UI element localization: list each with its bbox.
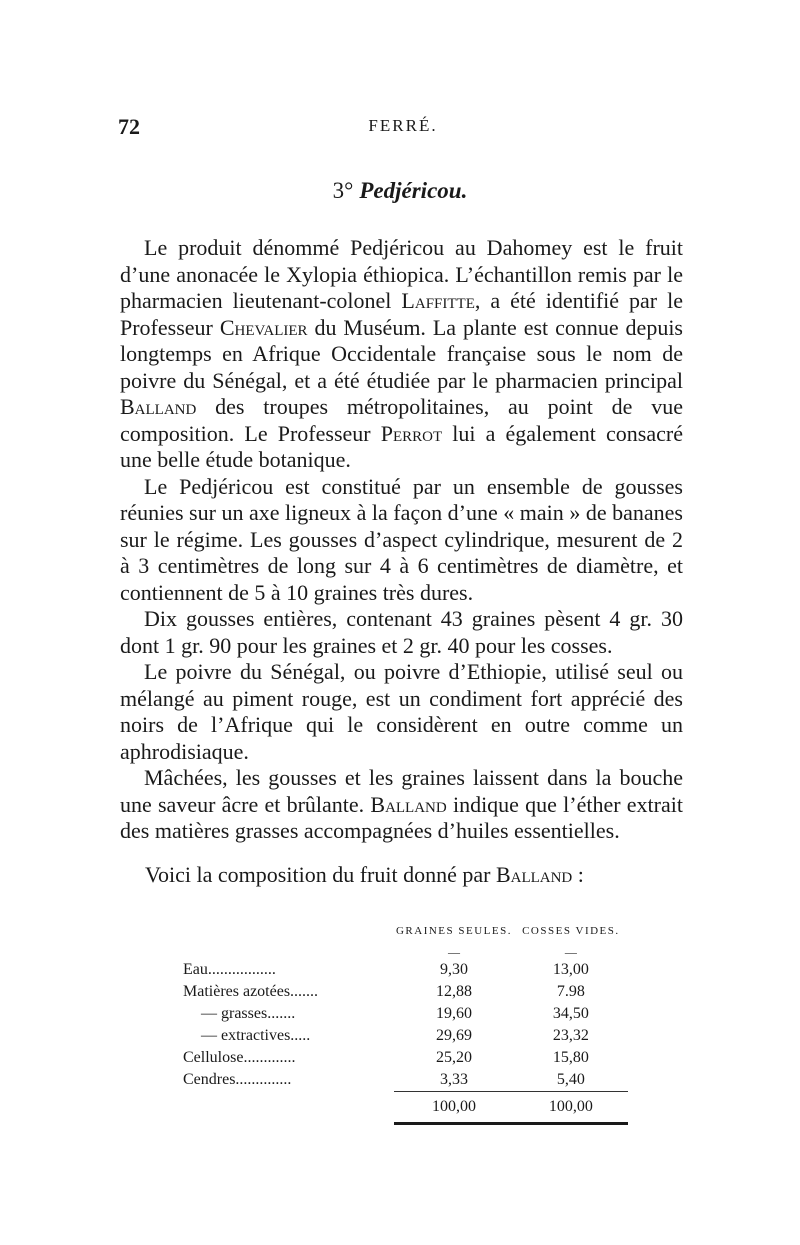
text-run: Le poivre du Sénégal, ou poivre d’Ethiopie, utilisé seul ou mélangé au piment rouge, est un condiment fort apprécié des noirs de l’Afrique qui le considèrent en outre comme un aphrodisiaque. xyxy=(120,659,683,764)
composition-table xyxy=(183,925,628,1131)
author-name: Chevalier xyxy=(219,314,308,340)
text-run: indique que l’éther extrait des matières grasses accompagnées d’huiles essentielles. xyxy=(120,791,683,843)
text-run: du Muséum. La plante est connue depuis longtemps en Afrique Occidentale française sous le nom de poivre du Sénégal, et a été étudiée par le pharmacien principal xyxy=(120,314,683,393)
header-dash: — xyxy=(564,945,577,959)
graines-value: 19,60 xyxy=(435,1005,472,1022)
row-label: Matières azotées....... xyxy=(183,983,319,1000)
total-row xyxy=(183,1092,628,1124)
paragraph xyxy=(120,474,683,607)
cosses-value: 13,00 xyxy=(552,961,589,978)
author-name: Balland xyxy=(120,394,197,419)
total-graines: 100,00 xyxy=(394,1092,514,1124)
table-row xyxy=(183,1003,628,1025)
table-row xyxy=(183,1069,628,1092)
double-rule-row xyxy=(183,1124,628,1132)
table-row xyxy=(183,981,628,1003)
running-head: FERRÉ. xyxy=(368,116,438,135)
header-dash: — xyxy=(447,945,460,959)
page-number: 72 xyxy=(118,114,140,139)
row-label: — extractives..... xyxy=(201,1027,311,1044)
total-cosses: 100,00 xyxy=(514,1092,628,1124)
table-intro xyxy=(145,862,584,888)
cosses-value: 23,32 xyxy=(552,1027,589,1044)
table-row xyxy=(183,1047,628,1069)
col-header-cosses: COSSES VIDES. xyxy=(522,925,620,937)
section-title xyxy=(0,178,800,204)
body-text xyxy=(120,235,683,845)
author-name: Laffitte xyxy=(401,288,475,313)
table-header-row xyxy=(183,925,628,945)
text-run: Le Pedjéricou est constitué par un ensemble de gousses réunies sur un axe ligneux à la façon d’une « main » de bananes sur le régime. Les gousses d’aspect cylindrique, mesurent de 2 à 3 centimètres de long sur 4 à 6 centimètres de diamètre, et contiennent de 5 à 10 graines très dures. xyxy=(120,473,683,605)
header-dash-row xyxy=(183,945,628,959)
text-run: Dix gousses entières, contenant 43 graines pèsent 4 gr. 30 dont 1 gr. 90 pour les graines et 2 gr. 40 pour les cosses. xyxy=(120,606,683,658)
paragraph xyxy=(120,235,683,474)
paragraph xyxy=(120,659,683,765)
row-label: Cendres.............. xyxy=(183,1071,292,1089)
text-run: lui a également consacré une belle étude botanique. xyxy=(120,420,683,472)
cosses-value: 15,80 xyxy=(552,1049,589,1066)
row-label: Cellulose............. xyxy=(183,1049,296,1066)
graines-value: 12,88 xyxy=(435,983,472,1000)
author-name: Balland xyxy=(370,791,447,817)
row-label: — grasses....... xyxy=(201,1005,296,1022)
graines-value: 25,20 xyxy=(435,1049,472,1066)
graines-value: 9,30 xyxy=(439,961,468,978)
cosses-value: 7.98 xyxy=(556,983,585,1000)
label-header xyxy=(183,925,394,945)
cosses-value: 34,50 xyxy=(552,1005,589,1022)
text-run: Mâchées, les gousses et les graines laissent dans la bouche une saveur âcre et brûlante. xyxy=(120,765,683,817)
intro-colon: : xyxy=(572,862,584,887)
row-label: Eau................. xyxy=(183,961,276,978)
double-rule xyxy=(394,1124,514,1132)
cosses-value: 5,40 xyxy=(556,1071,585,1088)
author-name: Perrot xyxy=(380,420,443,446)
section-name: Pedjéricou. xyxy=(359,178,468,203)
text-run: Le produit dénommé Pedjéricou au Dahomey est le fruit d’une anonacée le Xylopia éthiopica. L’échantillon remis par le pharmacien lieutenant-colonel xyxy=(120,235,683,313)
page-header xyxy=(118,114,688,148)
col-header-graines: GRAINES SEULES. xyxy=(395,925,512,937)
text-run: , a été identifié par le Professeur xyxy=(120,288,683,340)
text-run: des troupes métropolitaines, au point de vue composition. Le Professeur xyxy=(120,394,683,446)
paragraph xyxy=(120,765,683,845)
table-row xyxy=(183,959,628,981)
intro-text: Voici la composition du fruit donné par xyxy=(145,862,496,887)
graines-value: 29,69 xyxy=(435,1027,472,1044)
section-number: 3° xyxy=(332,178,354,203)
table-row xyxy=(183,1025,628,1047)
intro-author: Balland xyxy=(495,862,573,887)
graines-value: 3,33 xyxy=(439,1071,468,1088)
double-rule xyxy=(514,1124,628,1132)
paragraph xyxy=(120,606,683,659)
